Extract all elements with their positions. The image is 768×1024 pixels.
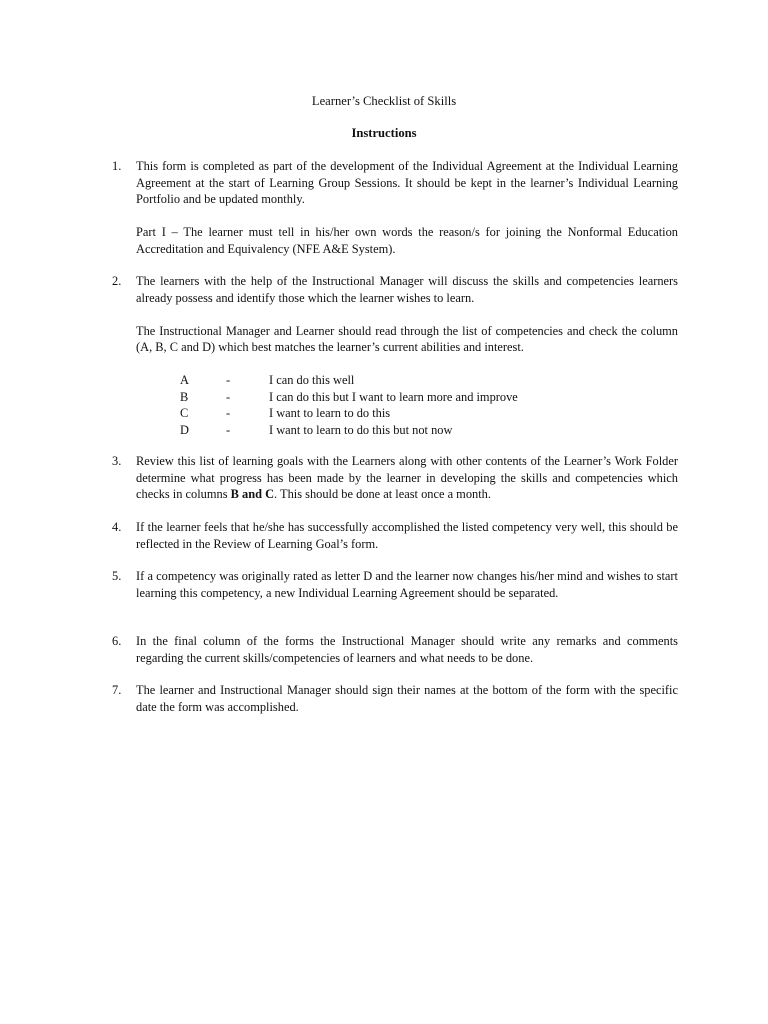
item-paragraph: If a competency was originally rated as letter D and the learner now changes his/her mind and wishes to start learning this competency, a new Individual Learning Agreement should be separated. (136, 569, 678, 600)
legend-description: I want to learn to do this but not now (269, 422, 453, 437)
item-paragraph (136, 453, 678, 503)
item-body (136, 273, 678, 438)
item-number: 6. (112, 634, 122, 648)
legend-dash: - (226, 406, 231, 421)
legend-letter: B (180, 389, 189, 404)
legend-row (180, 372, 678, 389)
item-paragraph: Part I – The learner must tell in his/her own words the reason/s for joining the Nonformal Education Accreditation and Equivalency (NFE A&E System). (136, 225, 678, 256)
legend-dash: - (226, 422, 231, 437)
item-body (136, 633, 678, 666)
legend-letter: D (180, 422, 189, 437)
legend-row (180, 389, 678, 406)
item-paragraph: The learners with the help of the Instructional Manager will discuss the skills and competencies learners already possess and identify those which the learner wishes to learn. (136, 274, 678, 305)
item-paragraph: If the learner feels that he/she has successfully accomplished the listed competency very well, this should be reflected in the Review of Learning Goal’s form. (136, 520, 678, 551)
legend-description: I can do this but I want to learn more and improve (269, 389, 518, 404)
rating-legend (180, 372, 678, 438)
item-body (136, 453, 678, 503)
item-number: 7. (112, 683, 122, 697)
legend-dash: - (226, 389, 231, 404)
instruction-item-3 (112, 453, 678, 503)
item-body (136, 519, 678, 552)
instruction-item-6 (112, 633, 678, 666)
item-number: 5. (112, 569, 122, 583)
item-body (136, 568, 678, 601)
legend-description: I want to learn to do this (269, 406, 391, 421)
instruction-item-7 (112, 682, 678, 715)
instruction-item-2 (112, 273, 678, 438)
legend-letter: A (180, 372, 189, 387)
instructions-heading: Instructions (351, 126, 417, 140)
item-paragraph: The Instructional Manager and Learner should read through the list of competencies and check the column (A, B, C and D) which best matches the learner’s current abilities and interest. (136, 323, 678, 355)
item-text-bold: B and C (230, 487, 275, 502)
legend-letter: C (180, 406, 189, 421)
item-number: 4. (112, 520, 122, 534)
item-body (136, 158, 678, 258)
item-number: 3. (112, 454, 122, 468)
item-paragraph: This form is completed as part of the development of the Individual Agreement at the Individual Learning Agreement at the start of Learning Group Sessions. It should be kept in the learner’s Individual Learning Portfolio and be updated monthly. (136, 159, 678, 207)
instruction-item-4 (112, 519, 678, 552)
item-body (136, 682, 678, 715)
document-title: Learner’s Checklist of Skills (311, 94, 457, 108)
legend-row (180, 422, 678, 439)
item-number: 1. (112, 159, 122, 173)
item-paragraph: In the final column of the forms the Instructional Manager should write any remarks and comments regarding the current skills/competencies of learners and what needs to be done. (136, 634, 678, 665)
legend-dash: - (226, 372, 231, 387)
instruction-item-5 (112, 568, 678, 601)
instruction-item-1 (112, 158, 678, 258)
item-paragraph: The learner and Instructional Manager should sign their names at the bottom of the form with the specific date the form was accomplished. (136, 683, 678, 714)
item-text: Review this list of learning goals with the Learners along with other contents of the Learner’s Work Folder determine what progress has been made by the learner in developing the skills and competencies which checks in columns (136, 454, 678, 502)
item-text: . This should be done at least once a month. (274, 487, 491, 502)
legend-row (180, 405, 678, 422)
legend-description: I can do this well (269, 372, 355, 387)
item-number: 2. (112, 274, 122, 288)
